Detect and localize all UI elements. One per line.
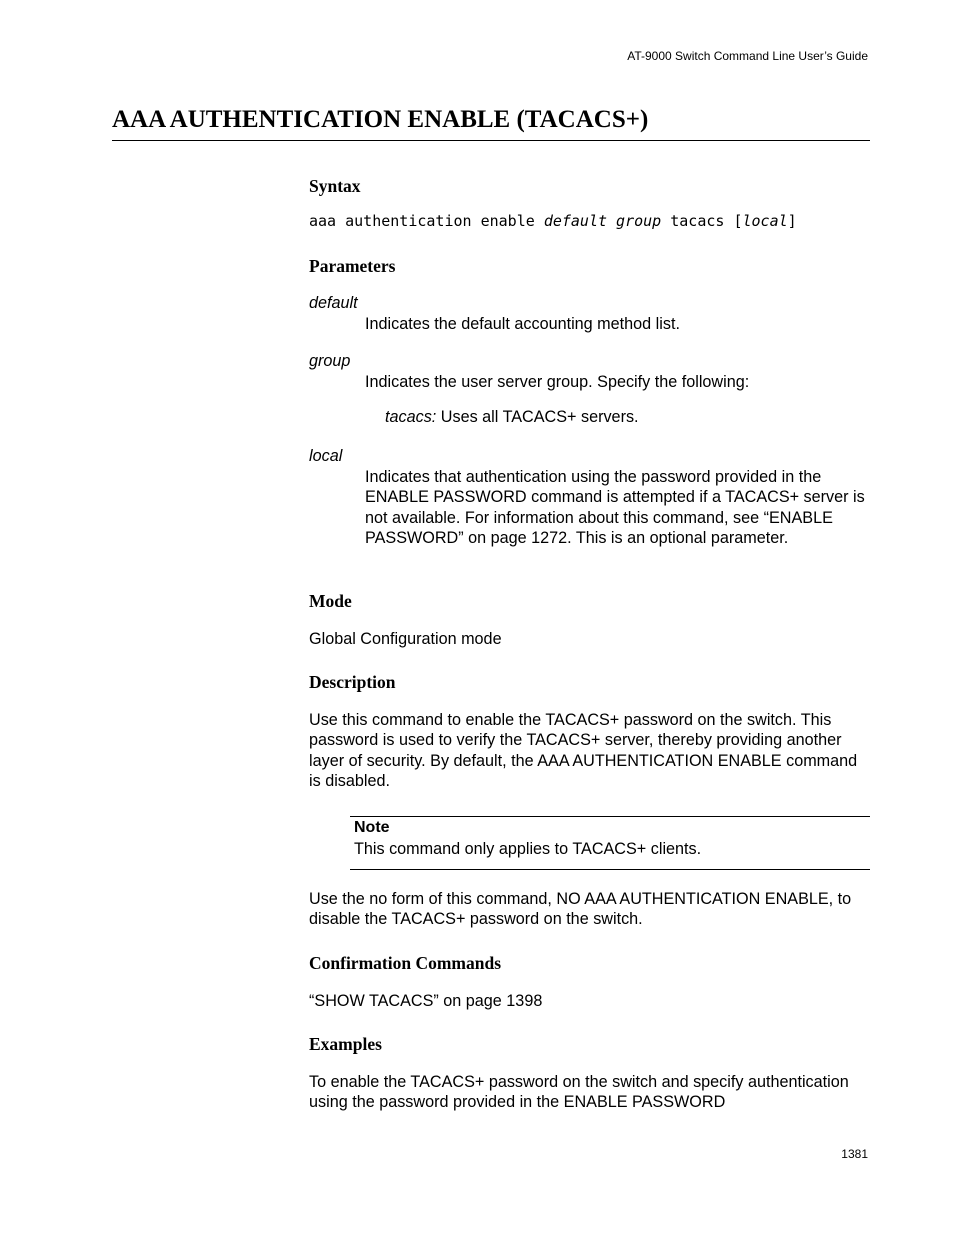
param-term-local: local [309, 447, 343, 465]
after-note-text: Use the no form of this command, NO AAA AUTHENTICATION ENABLE, to disable the TACACS+ password on the switch. [309, 890, 852, 929]
syntax-arg-local: local [742, 212, 788, 230]
confirmation-heading: Confirmation Commands [309, 953, 502, 973]
description-text: Use this command to enable the TACACS+ password on the switch. This password is used to verify the TACACS+ server, thereby providing another layer of security. By default, the AAA AUTHENTICATION ENABLE command is disabled. [309, 711, 858, 790]
mode-heading: Mode [309, 591, 352, 611]
syntax-heading: Syntax [309, 176, 361, 196]
examples-text: To enable the TACACS+ password on the switch and specify authentication using the password provided in the ENABLE PASSWORD [309, 1073, 849, 1112]
param-option-tacacs [385, 408, 639, 427]
note-text: This command only applies to TACACS+ clients. [354, 840, 702, 858]
examples-heading: Examples [309, 1034, 382, 1054]
page-number: 1381 [841, 1147, 868, 1161]
param-term-group: group [309, 352, 351, 370]
syntax-command: aaa authentication enable [309, 212, 544, 230]
title-rule [112, 140, 870, 141]
description-heading: Description [309, 672, 396, 692]
syntax-arg-default-group: default group [543, 212, 662, 230]
note-label: Note [354, 819, 390, 836]
option-desc: Uses all TACACS+ servers. [436, 408, 639, 426]
syntax-tacacs: tacacs [ [661, 212, 743, 230]
mode-text: Global Configuration mode [309, 630, 502, 648]
param-desc-local: Indicates that authentication using the password provided in the ENABLE PASSWORD command is attempted if a TACACS+ server is not available. For information about this command, see “ENABLE PASSWORD” on page 1272. This is an optional parameter. [365, 468, 865, 547]
syntax-close: ] [787, 212, 797, 230]
note-bottom-rule [350, 869, 870, 870]
param-desc-default: Indicates the default accounting method list. [365, 315, 680, 333]
param-term-default: default [309, 294, 358, 312]
option-term: tacacs: [385, 408, 437, 426]
param-desc-group: Indicates the user server group. Specify the following: [365, 373, 750, 391]
note-top-rule [350, 816, 870, 817]
syntax-line [309, 212, 797, 230]
running-header: AT-9000 Switch Command Line User’s Guide [627, 49, 868, 63]
confirmation-link: “SHOW TACACS” on page 1398 [309, 992, 543, 1010]
parameters-heading: Parameters [309, 256, 396, 276]
page-title: AAA AUTHENTICATION ENABLE (TACACS+) [112, 106, 649, 133]
